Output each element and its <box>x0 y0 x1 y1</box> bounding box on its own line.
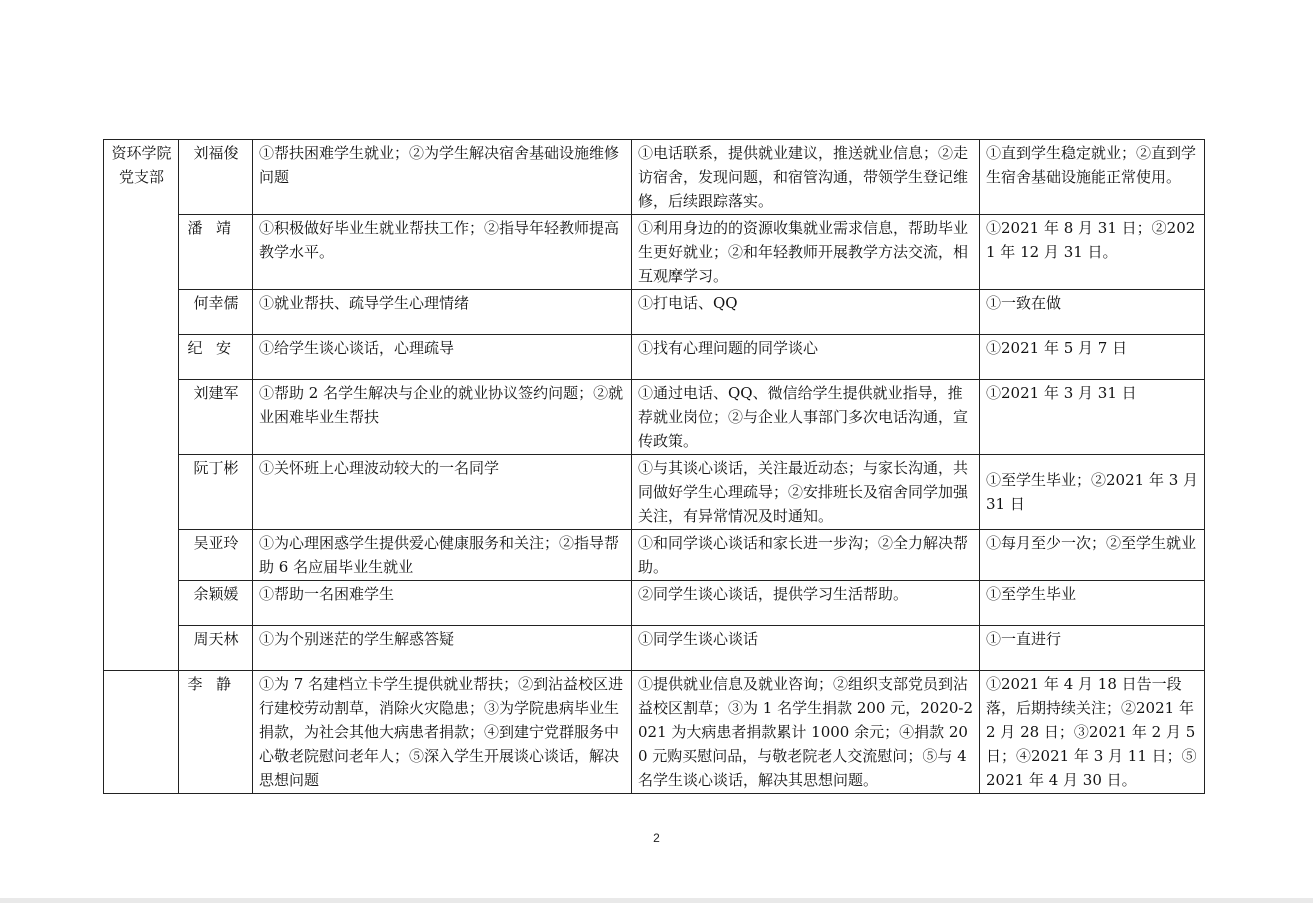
table-row <box>104 215 1205 290</box>
table-row <box>104 626 1205 671</box>
method-cell: ①同学生谈心谈话 <box>632 626 980 671</box>
time-cell: ①每月至少一次；②至学生就业 <box>980 530 1205 581</box>
table-row <box>104 455 1205 530</box>
time-cell: ①2021 年 8 月 31 日；②2021 年 12 月 31 日。 <box>980 215 1205 290</box>
name-cell: 周天林 <box>179 626 253 671</box>
name-cell: 刘建军 <box>179 380 253 455</box>
name-cell: 阮丁彬 <box>179 455 253 530</box>
name-cell: 潘靖 <box>179 215 253 290</box>
name-cell: 何幸儒 <box>179 290 253 335</box>
method-cell: ①打电话、QQ <box>632 290 980 335</box>
method-cell: ①通过电话、QQ、微信给学生提供就业指导，推荐就业岗位；②与企业人事部门多次电话沟通，宣传政策。 <box>632 380 980 455</box>
time-cell: ①至学生毕业 <box>980 581 1205 626</box>
measure-cell: ①给学生谈心谈话，心理疏导 <box>253 335 632 380</box>
assistance-table <box>103 139 1205 794</box>
name-cell: 余颖媛 <box>179 581 253 626</box>
measure-cell: ①为心理困惑学生提供爱心健康服务和关注；②指导帮助 6 名应届毕业生就业 <box>253 530 632 581</box>
time-cell: ①2021 年 4 月 18 日告一段落，后期持续关注；②2021 年 2 月 28 日；③2021 年 2 月 5 日；④2021 年 3 月 11 日；⑤2021 年 4 月 30 日。 <box>980 671 1205 794</box>
time-cell: ①一直进行 <box>980 626 1205 671</box>
measure-cell: ①为个别迷茫的学生解惑答疑 <box>253 626 632 671</box>
time-cell: ①一致在做 <box>980 290 1205 335</box>
unit-cell <box>104 671 179 794</box>
method-cell: ①提供就业信息及就业咨询；②组织支部党员到沾益校区割草；③为 1 名学生捐款 200 元，2020-2021 为大病患者捐款累计 1000 余元；④捐款 200 元购买慰问品，与敬老院老人交流慰问；⑤与 4 名学生谈心谈话，解决其思想问题。 <box>632 671 980 794</box>
table-row <box>104 671 1205 794</box>
measure-cell: ①帮助 2 名学生解决与企业的就业协议签约问题；②就业困难毕业生帮扶 <box>253 380 632 455</box>
measure-cell: ①为 7 名建档立卡学生提供就业帮扶；②到沾益校区进行建校劳动割草，消除火灾隐患；③为学院患病毕业生捐款，为社会其他大病患者捐款；④到建宁党群服务中心敬老院慰问老年人；⑤深入学生开展谈心谈话，解决思想问题 <box>253 671 632 794</box>
table-row <box>104 290 1205 335</box>
measure-cell: ①关怀班上心理波动较大的一名同学 <box>253 455 632 530</box>
method-cell: ①电话联系，提供就业建议，推送就业信息；②走访宿舍，发现问题，和宿管沟通，带领学生登记维修，后续跟踪落实。 <box>632 140 980 215</box>
measure-cell: ①帮扶困难学生就业；②为学生解决宿舍基础设施维修问题 <box>253 140 632 215</box>
measure-cell: ①帮助一名困难学生 <box>253 581 632 626</box>
name-cell: 李静 <box>179 671 253 794</box>
measure-cell: ①积极做好毕业生就业帮扶工作；②指导年轻教师提高教学水平。 <box>253 215 632 290</box>
time-cell: ①直到学生稳定就业；②直到学生宿舍基础设施能正常使用。 <box>980 140 1205 215</box>
table-row <box>104 581 1205 626</box>
name-cell: 吴亚玲 <box>179 530 253 581</box>
time-cell: ①2021 年 3 月 31 日 <box>980 380 1205 455</box>
unit-cell: 资环学院党支部 <box>104 140 179 671</box>
name-cell: 纪安 <box>179 335 253 380</box>
measure-cell: ①就业帮扶、疏导学生心理情绪 <box>253 290 632 335</box>
time-cell: ①至学生毕业；②2021 年 3 月 31 日 <box>980 455 1205 530</box>
viewer-bottom-edge <box>0 898 1313 903</box>
method-cell: ①和同学谈心谈话和家长进一步沟；②全力解决帮助。 <box>632 530 980 581</box>
table-row <box>104 140 1205 215</box>
table-row <box>104 380 1205 455</box>
time-cell: ①2021 年 5 月 7 日 <box>980 335 1205 380</box>
table-row <box>104 335 1205 380</box>
method-cell: ①找有心理问题的同学谈心 <box>632 335 980 380</box>
page-number: 2 <box>653 831 660 845</box>
method-cell: ①与其谈心谈话，关注最近动态；与家长沟通，共同做好学生心理疏导；②安排班长及宿舍同学加强关注，有异常情况及时通知。 <box>632 455 980 530</box>
method-cell: ②同学生谈心谈话，提供学习生活帮助。 <box>632 581 980 626</box>
name-cell: 刘福俊 <box>179 140 253 215</box>
table-row <box>104 530 1205 581</box>
method-cell: ①利用身边的的资源收集就业需求信息，帮助毕业生更好就业；②和年轻教师开展教学方法交流，相互观摩学习。 <box>632 215 980 290</box>
